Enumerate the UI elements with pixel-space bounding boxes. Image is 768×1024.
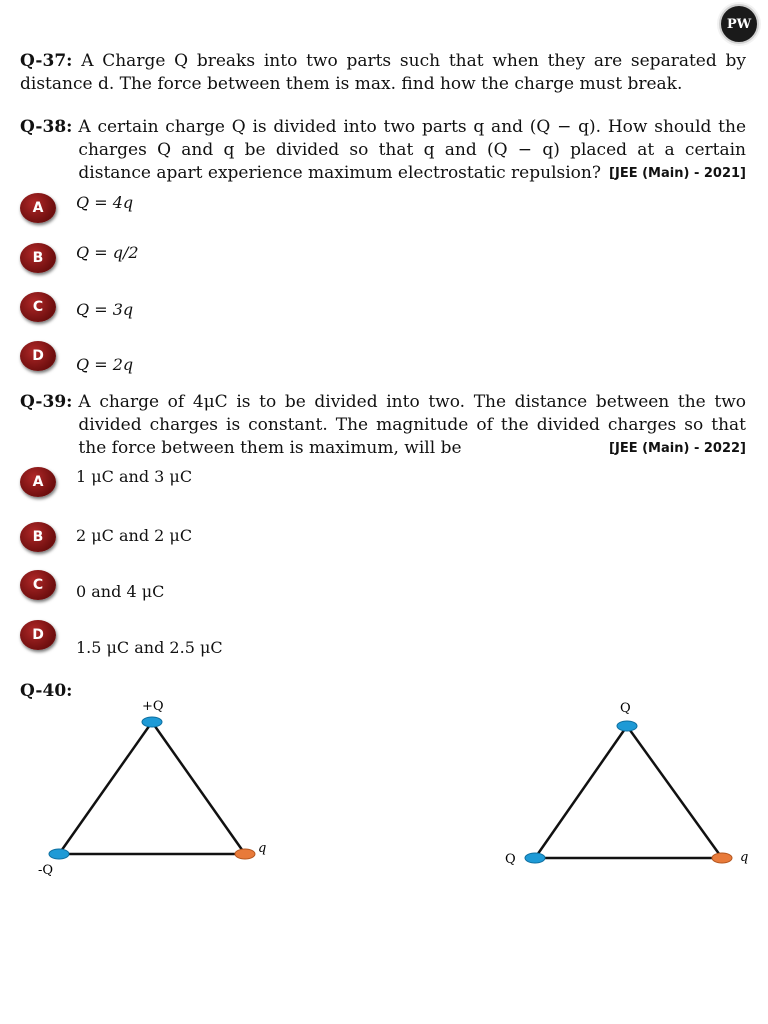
q37-text: A Charge Q breaks into two parts such that when they are separated by distance d. The force between them is max. find how the charge must break. — [20, 51, 746, 94]
option-badge: B — [20, 243, 56, 273]
charge-left — [525, 853, 545, 863]
q40-figures — [0, 680, 768, 980]
q39-option-c[interactable] — [20, 570, 164, 601]
option-badge: A — [20, 467, 56, 497]
option-badge: D — [20, 620, 56, 650]
side-line — [627, 726, 722, 858]
charge-top — [617, 721, 637, 731]
q40-number: Q-40: — [20, 681, 73, 701]
triangle-figure-1 — [38, 699, 266, 878]
q39-number: Q-39: — [20, 392, 73, 412]
option-badge: C — [20, 570, 56, 600]
option-badge: B — [20, 522, 56, 552]
q38-text: A certain charge Q is divided into two parts q and (Q − q). How should the charges Q and q be divided so that q and (Q − q) placed at a certain distance apart experience maximum electrostatic repulsion? — [78, 117, 746, 183]
q38-option-d[interactable] — [20, 341, 133, 374]
question-38 — [20, 116, 746, 185]
q39-option-a[interactable] — [20, 467, 192, 497]
q38-number: Q-38: — [20, 117, 73, 137]
label-top: +Q — [142, 699, 164, 714]
question-37 — [20, 50, 746, 96]
q39-exam-tag: [JEE (Main) - 2022] — [609, 441, 746, 456]
label-left: Q — [505, 852, 516, 867]
q38-option-c[interactable] — [20, 292, 133, 322]
q38-option-b[interactable] — [20, 243, 139, 273]
option-badge: A — [20, 193, 56, 223]
q37-number: Q-37: — [20, 51, 73, 71]
label-right: q — [740, 850, 749, 865]
logo-text: PW — [726, 16, 752, 32]
option-text: Q = q/2 — [76, 243, 139, 262]
option-text: 0 and 4 μC — [76, 582, 165, 601]
side-line — [59, 722, 152, 854]
q38-option-a[interactable] — [20, 193, 133, 223]
charge-left — [49, 849, 69, 859]
charge-right — [712, 853, 732, 863]
option-text: Q = 3q — [76, 300, 134, 319]
side-line — [535, 726, 627, 858]
option-text: Q = 2q — [76, 355, 134, 374]
q39-option-d[interactable] — [20, 620, 223, 657]
label-right: q — [258, 841, 267, 856]
charge-top — [142, 717, 162, 727]
label-left: -Q — [38, 863, 54, 878]
question-39 — [20, 391, 746, 460]
triangle-figure-2 — [505, 701, 748, 867]
q39-option-b[interactable] — [20, 522, 192, 552]
option-text: 1.5 μC and 2.5 μC — [76, 638, 223, 657]
label-top: Q — [620, 701, 631, 716]
option-badge: D — [20, 341, 56, 371]
option-text: Q = 4q — [76, 193, 134, 212]
option-badge: C — [20, 292, 56, 322]
charge-right — [235, 849, 255, 859]
pw-logo — [719, 4, 759, 44]
side-line — [152, 722, 245, 854]
q39-text: A charge of 4μC is to be divided into two. The distance between the two divided charges is constant. The magnitude of the divided charges so that the force between them is maximum, will be — [78, 392, 746, 458]
option-text: 2 μC and 2 μC — [76, 526, 193, 545]
q38-exam-tag: [JEE (Main) - 2021] — [609, 166, 746, 181]
option-text: 1 μC and 3 μC — [76, 467, 193, 486]
